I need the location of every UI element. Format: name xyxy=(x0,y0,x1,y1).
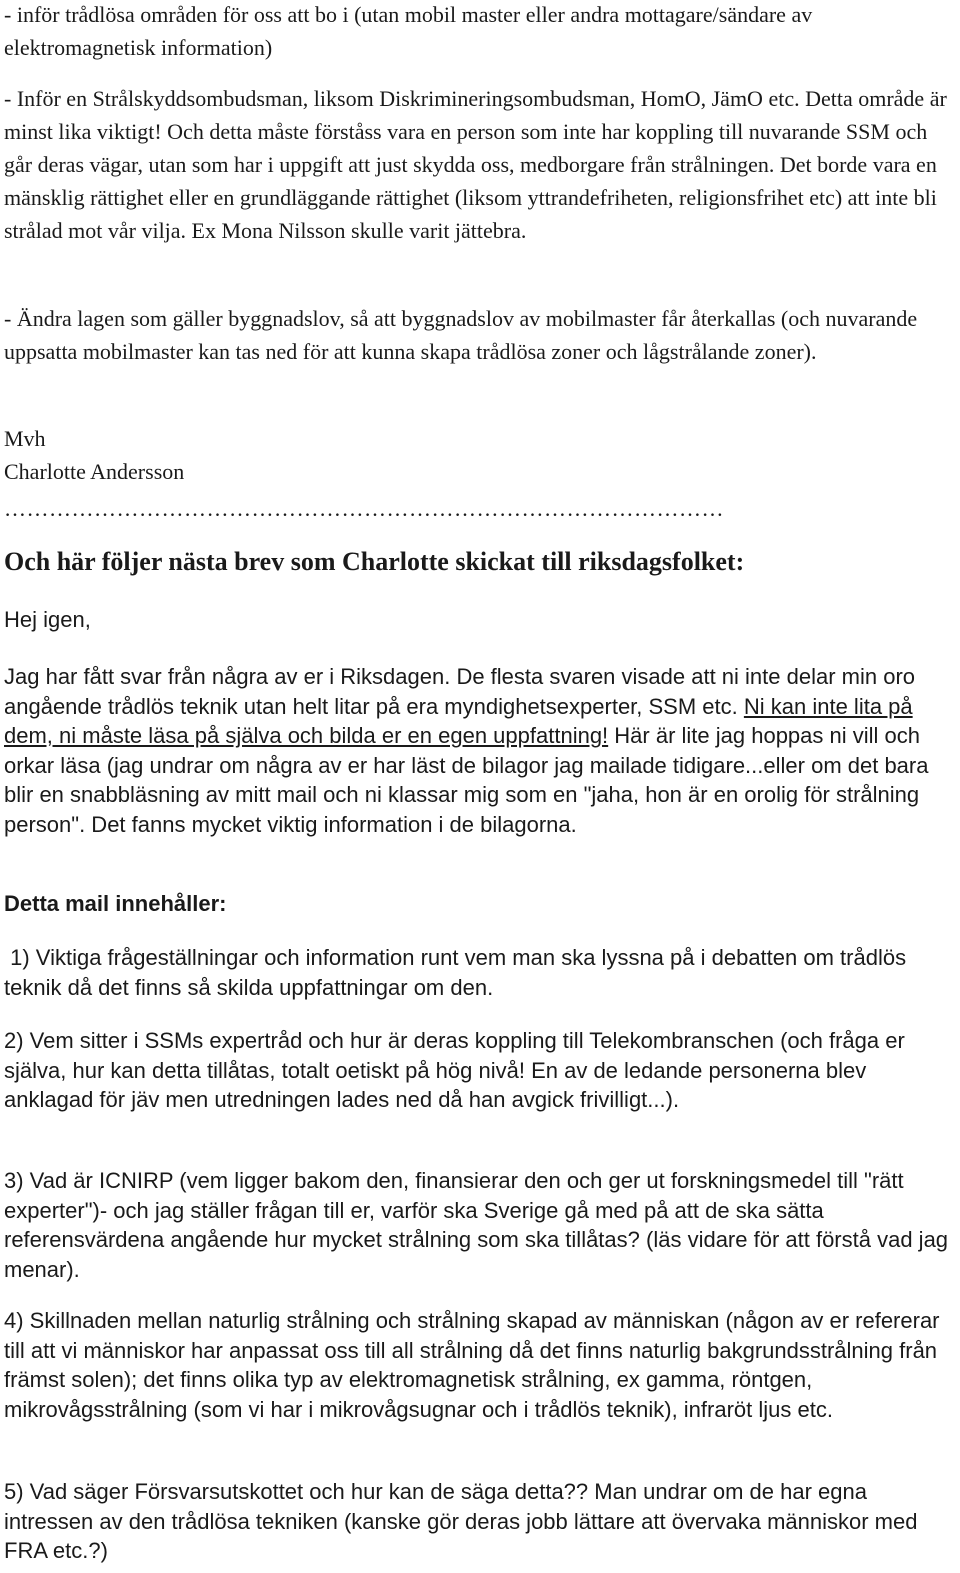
letter2-intro-text-b: Här är lite jag hoppas ni vill och orkar läsa (jag undrar om några av er har läst de bilagor jag mailade tidigare...eller om det bara blir en snabbläsning av mitt mail och ni klassar mig som en "jaha, hon är en orolig för strålning person". Det fanns mycket viktig information i de bilagorna. xyxy=(4,723,929,837)
contents-heading: Detta mail innehåller: xyxy=(4,891,227,916)
letter1-signature: Charlotte Andersson xyxy=(4,459,185,484)
letter1-paragraph-wireless-zones: - inför trådlösa områden för oss att bo i (utan mobil master eller andra mottagare/sändare av elektromagnetisk information) xyxy=(4,2,813,60)
contents-item: 3) Vad är ICNIRP (vem ligger bakom den, finansierar den och ger ut forskningsmedel till "rätt experter")- och jag ställer frågan till er, varför ska Sverige gå med på att de ska sätta referensvärdena angående hur mycket strålning som ska tillåtas? (läs vidare för att förstå vad jag menar). xyxy=(4,1168,949,1282)
letter2-intro-text-a: Jag har fått svar från några av er i Riksdagen. De flesta svaren visade att ni inte delar min oro angående trådlös teknik utan helt litar på era myndighetsexperter, SSM etc. xyxy=(4,664,916,719)
letter2-intro-underlined: Ni kan inte lita på dem, ni måste läsa på själva och bilda er en egen uppfattning! xyxy=(4,693,913,748)
letter2-greeting: Hej igen, xyxy=(4,607,91,632)
dotted-separator: …………………………………………………………………………………… xyxy=(4,498,724,520)
contents-item: 2) Vem sitter i SSMs expertråd och hur är deras koppling till Telekombranschen (och fråga er själva, hur kan detta tillåtas, totalt oetiskt på hög nivå! En av de ledande personerna blev anklagad för jäv men utredningen lades ned då han avgick frivilligt...). xyxy=(4,1028,905,1112)
contents-item: 4) Skillnaden mellan naturlig strålning och strålning skapad av människan (någon av er refererar till att vi människor har anpassat oss till all strålning då det finns naturlig bakgrundsstrålning från främst solen); det finns olika typ av elektromagnetisk strålning, ex gamma, röntgen, mikrovågsstrålning (som vi har i mikrovågsugnar och i trådlös teknik), infraröt ljus etc. xyxy=(4,1308,940,1422)
letter1-paragraph-building-permits: - Ändra lagen som gäller byggnadslov, så att byggnadslov av mobilmaster får återkallas (och nuvarande uppsatta mobilmaster kan tas ned för att kunna skapa trådlösa zoner och lågstrålande zoner). xyxy=(4,306,918,364)
letter1-paragraph-ombudsman: - Inför en Strålskyddsombudsman, liksom Diskrimineringsombudsman, HomO, JämO etc. Detta område är minst lika viktigt! Och detta måste förståss vara en person som inte har koppling till nuvarande SSM och går deras vägar, utan som har i uppgift att just skydda oss, medborgare från strålningen. Det borde vara en mänsklig rättighet eller en grundläggande rättighet (liksom yttrandefriheten, religionsfrihet etc) att inte bli strålad mot vår vilja. Ex Mona Nilsson skulle varit jättebra. xyxy=(4,86,947,243)
contents-item: 5) Vad säger Försvarsutskottet och hur kan de säga detta?? Man undrar om de har egna intressen av den trådlösa tekniken (kanske gör deras jobb lättare att övervaka människor med FRA etc.?) xyxy=(4,1479,918,1563)
letter1-closing: Mvh xyxy=(4,426,46,451)
section-heading: Och här följer nästa brev som Charlotte skickat till riksdagsfolket: xyxy=(4,547,745,576)
contents-item: 1) Viktiga frågeställningar och information runt vem man ska lyssna på i debatten om trådlös teknik då det finns så skilda uppfattningar om den. xyxy=(4,945,913,1000)
letter2-intro xyxy=(4,662,956,839)
